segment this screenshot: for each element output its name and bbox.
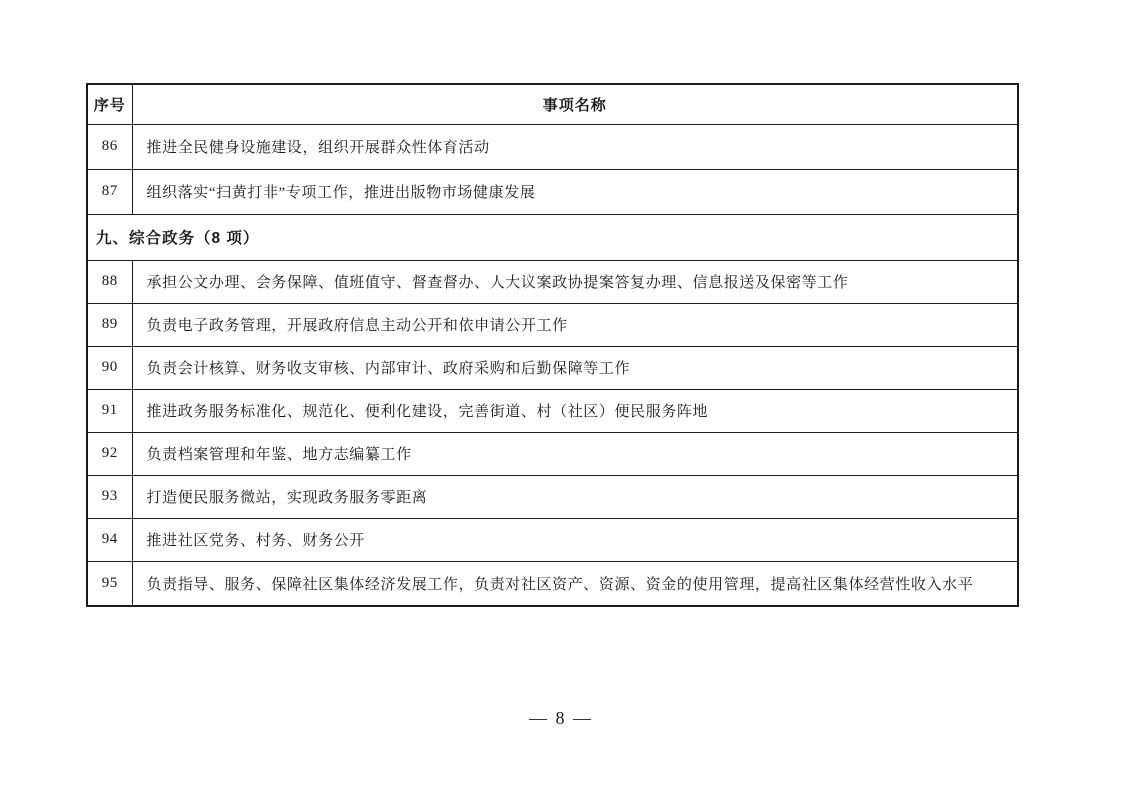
col-header-name: 事项名称 xyxy=(132,84,1018,124)
table-row xyxy=(87,389,1018,432)
row-index-cell: 88 xyxy=(87,260,132,303)
page-number: — 8 — xyxy=(529,708,593,728)
table-row xyxy=(87,432,1018,475)
row-index-cell: 93 xyxy=(87,475,132,518)
row-name-cell: 推进政务服务标准化、规范化、便利化建设，完善街道、村（社区）便民服务阵地 xyxy=(132,389,1018,432)
table-row xyxy=(87,346,1018,389)
row-index-cell: 92 xyxy=(87,432,132,475)
table-row xyxy=(87,303,1018,346)
row-index-cell: 95 xyxy=(87,561,132,606)
row-name-cell: 承担公文办理、会务保障、值班值守、督查督办、人大议案政协提案答复办理、信息报送及保密等工作 xyxy=(132,260,1018,303)
section-title: 九、综合政务（8 项） xyxy=(87,214,1018,260)
row-index-cell: 86 xyxy=(87,124,132,169)
row-name-cell: 负责档案管理和年鉴、地方志编纂工作 xyxy=(132,432,1018,475)
row-index-cell: 91 xyxy=(87,389,132,432)
table-row xyxy=(87,561,1018,606)
table-row xyxy=(87,124,1018,169)
table-row xyxy=(87,260,1018,303)
row-name-cell: 负责指导、服务、保障社区集体经济发展工作，负责对社区资产、资源、资金的使用管理，提高社区集体经营性收入水平 xyxy=(132,561,1018,606)
row-name-cell: 推进社区党务、村务、财务公开 xyxy=(132,518,1018,561)
table-header-row xyxy=(87,84,1018,124)
table-row xyxy=(87,518,1018,561)
col-header-index: 序号 xyxy=(87,84,132,124)
section-header-row xyxy=(87,214,1018,260)
row-name-cell: 负责电子政务管理，开展政府信息主动公开和依申请公开工作 xyxy=(132,303,1018,346)
row-name-cell: 推进全民健身设施建设，组织开展群众性体育活动 xyxy=(132,124,1018,169)
table-row xyxy=(87,169,1018,214)
row-name-cell: 负责会计核算、财务收支审核、内部审计、政府采购和后勤保障等工作 xyxy=(132,346,1018,389)
table-row xyxy=(87,475,1018,518)
row-index-cell: 90 xyxy=(87,346,132,389)
row-index-cell: 94 xyxy=(87,518,132,561)
row-index-cell: 89 xyxy=(87,303,132,346)
row-name-cell: 组织落实“扫黄打非”专项工作，推进出版物市场健康发展 xyxy=(132,169,1018,214)
row-name-cell: 打造便民服务微站，实现政务服务零距离 xyxy=(132,475,1018,518)
items-table xyxy=(86,83,1019,607)
row-index-cell: 87 xyxy=(87,169,132,214)
